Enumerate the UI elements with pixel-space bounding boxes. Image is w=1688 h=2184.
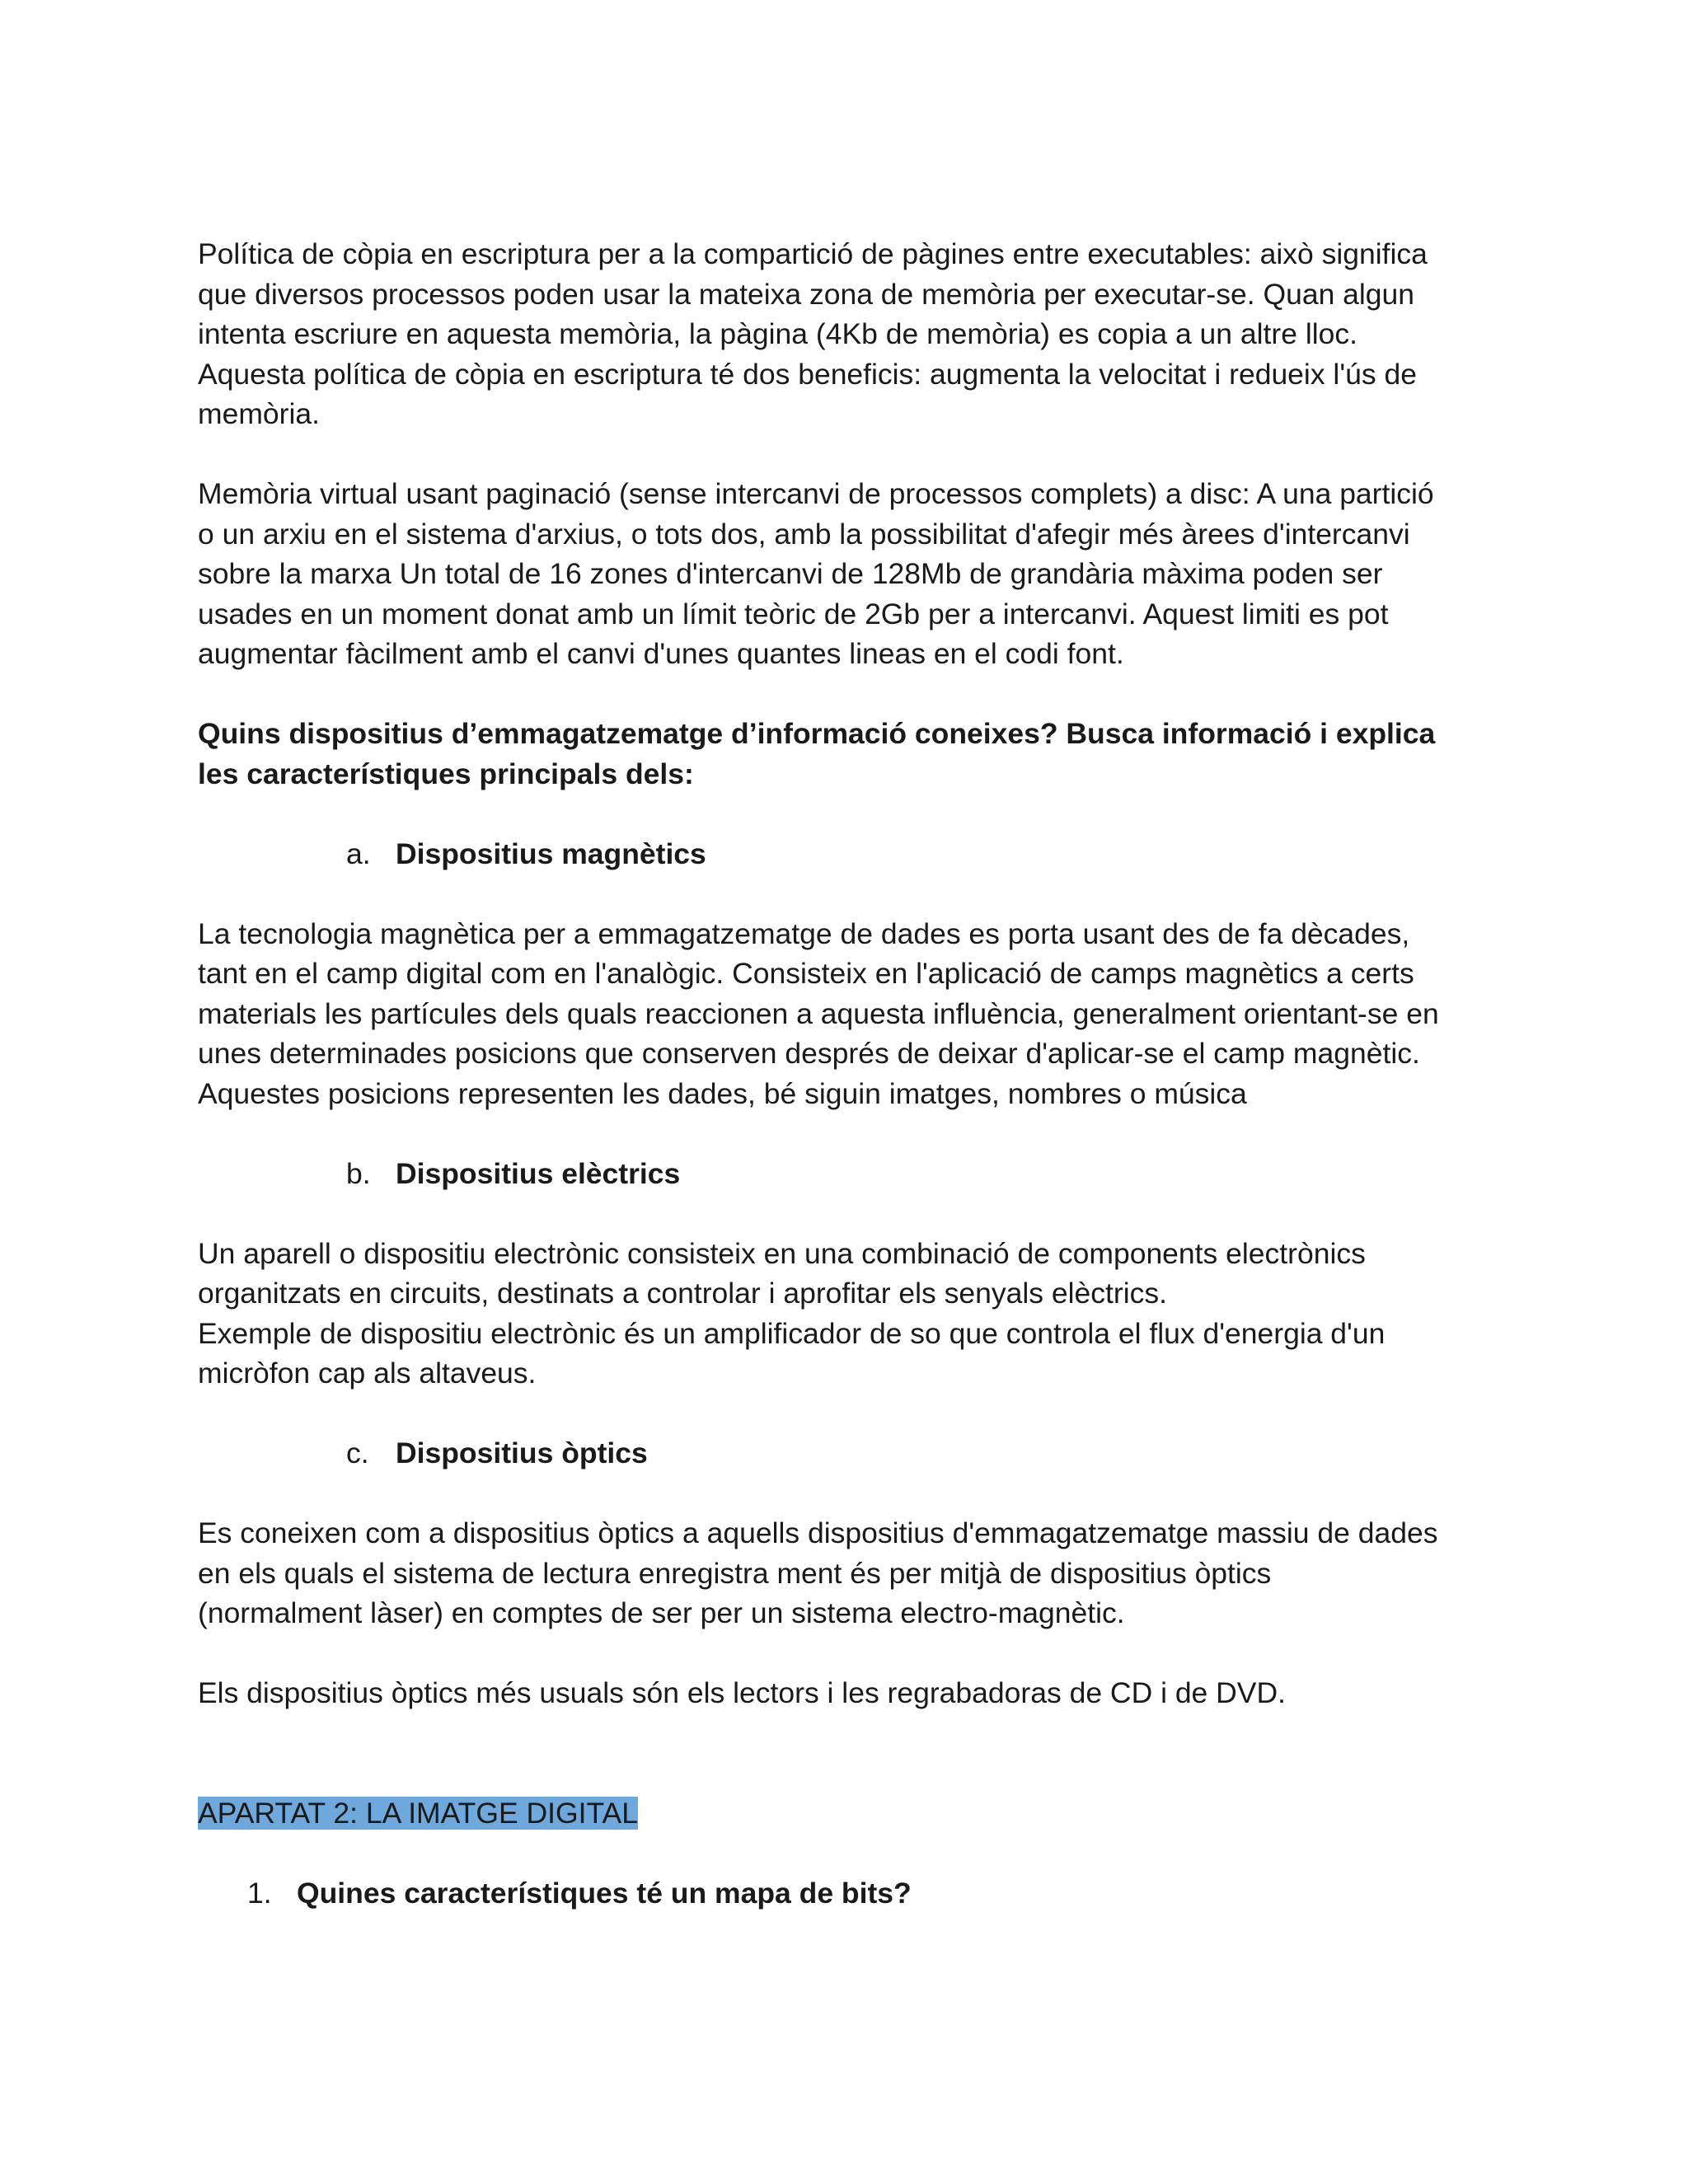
text-line: Política de còpia en escriptura per a la compartició de pàgines entre executables: això significa xyxy=(198,237,1428,270)
spacer xyxy=(198,874,1517,914)
spacer xyxy=(198,794,1517,834)
subsection-heading-optical xyxy=(198,1433,1517,1474)
paragraph-magnetic xyxy=(198,914,1517,1114)
list-marker: c. xyxy=(346,1436,369,1469)
spacer xyxy=(198,1113,1517,1154)
text-line: La tecnologia magnètica per a emmagatzematge de dades es porta usant des de fa dècades, xyxy=(198,916,1410,950)
text-line: o un arxiu en el sistema d'arxius, o tots dos, amb la possibilitat d'afegir més àrees d'intercanvi xyxy=(198,517,1410,551)
text-line: augmentar fàcilment amb el canvi d'unes quantes lineas en el codi font. xyxy=(198,637,1124,670)
text-line: Memòria virtual usant paginació (sense intercanvi de processos complets) a disc: A una partició xyxy=(198,477,1434,510)
subsection-heading-magnetic xyxy=(198,834,1517,874)
text-line: memòria. xyxy=(198,397,320,430)
spacer xyxy=(198,1753,1517,1793)
subsection-heading-electric xyxy=(198,1154,1517,1194)
section-heading xyxy=(198,1793,1517,1834)
subsection-title: Dispositius magnètics xyxy=(396,837,706,870)
list-marker: 1. xyxy=(247,1876,272,1910)
paragraph-optical-usual xyxy=(198,1673,1517,1713)
text-line: unes determinades posicions que conserven després de deixar d'aplicar-se el camp magnètic. xyxy=(198,1037,1420,1070)
spacer xyxy=(198,1394,1517,1434)
list-marker: b. xyxy=(346,1156,371,1190)
paragraph-virtual-memory xyxy=(198,474,1517,674)
spacer xyxy=(198,674,1517,715)
question-line: les característiques principals dels: xyxy=(198,757,694,790)
text-line: Exemple de dispositiu electrònic és un amplificador de so que controla el flux d'energia d'un xyxy=(198,1316,1386,1350)
text-line: Aquesta política de còpia en escriptura té dos beneficis: augmenta la velocitat i redueix l'ús de xyxy=(198,357,1417,391)
document-page xyxy=(198,234,1517,1913)
text-line: micròfon cap als altaveus. xyxy=(198,1357,537,1390)
text-line: Els dispositius òptics més usuals són els lectors i les regrabadoras de CD i de DVD. xyxy=(198,1676,1286,1709)
question-text: Quines característiques té un mapa de bits? xyxy=(297,1876,912,1910)
text-line: intenta escriure en aquesta memòria, la pàgina (4Kb de memòria) es copia a un altre lloc. xyxy=(198,317,1357,350)
text-line: Es coneixen com a dispositius òptics a aquells dispositius d'emmagatzematge massiu de dades xyxy=(198,1516,1438,1549)
text-line: materials les partícules dels quals reaccionen a aquesta influència, generalment orientant-se en xyxy=(198,996,1439,1030)
spacer xyxy=(198,1713,1517,1754)
text-line: organitzats en circuits, destinats a controlar i aprofitar els senyals elèctrics. xyxy=(198,1277,1167,1310)
list-marker: a. xyxy=(346,837,371,870)
text-line: (normalment làser) en comptes de ser per un sistema electro-magnètic. xyxy=(198,1596,1125,1629)
spacer xyxy=(198,1474,1517,1514)
paragraph-electric xyxy=(198,1234,1517,1394)
numbered-question xyxy=(198,1873,1517,1914)
spacer xyxy=(198,434,1517,475)
text-line: Un aparell o dispositiu electrònic consisteix en una combinació de components electrònics xyxy=(198,1236,1366,1270)
question-line: Quins dispositius d’emmagatzematge d’informació coneixes? Busca informació i explica xyxy=(198,717,1436,750)
spacer xyxy=(198,1633,1517,1674)
subsection-title: Dispositius elèctrics xyxy=(396,1156,681,1190)
paragraph-copy-on-write xyxy=(198,234,1517,434)
text-line: Aquestes posicions representen les dades, bé siguin imatges, nombres o música xyxy=(198,1076,1247,1110)
spacer xyxy=(198,1833,1517,1873)
section-title-highlight: APARTAT 2: LA IMATGE DIGITAL xyxy=(198,1796,638,1830)
text-line: en els quals el sistema de lectura enregistra ment és per mitjà de dispositius òptics xyxy=(198,1556,1272,1590)
text-line: que diversos processos poden usar la mateixa zona de memòria per executar-se. Quan algun xyxy=(198,277,1415,311)
question-storage-devices xyxy=(198,714,1517,794)
text-line: usades en un moment donat amb un límit teòric de 2Gb per a intercanvi. Aquest limiti es pot xyxy=(198,597,1389,630)
text-line: tant en el camp digital com en l'analògic. Consisteix en l'aplicació de camps magnètics a certs xyxy=(198,957,1414,990)
text-line: sobre la marxa Un total de 16 zones d'intercanvi de 128Mb de grandària màxima poden ser xyxy=(198,557,1383,590)
paragraph-optical xyxy=(198,1513,1517,1633)
subsection-title: Dispositius òptics xyxy=(396,1436,648,1469)
spacer xyxy=(198,1193,1517,1234)
